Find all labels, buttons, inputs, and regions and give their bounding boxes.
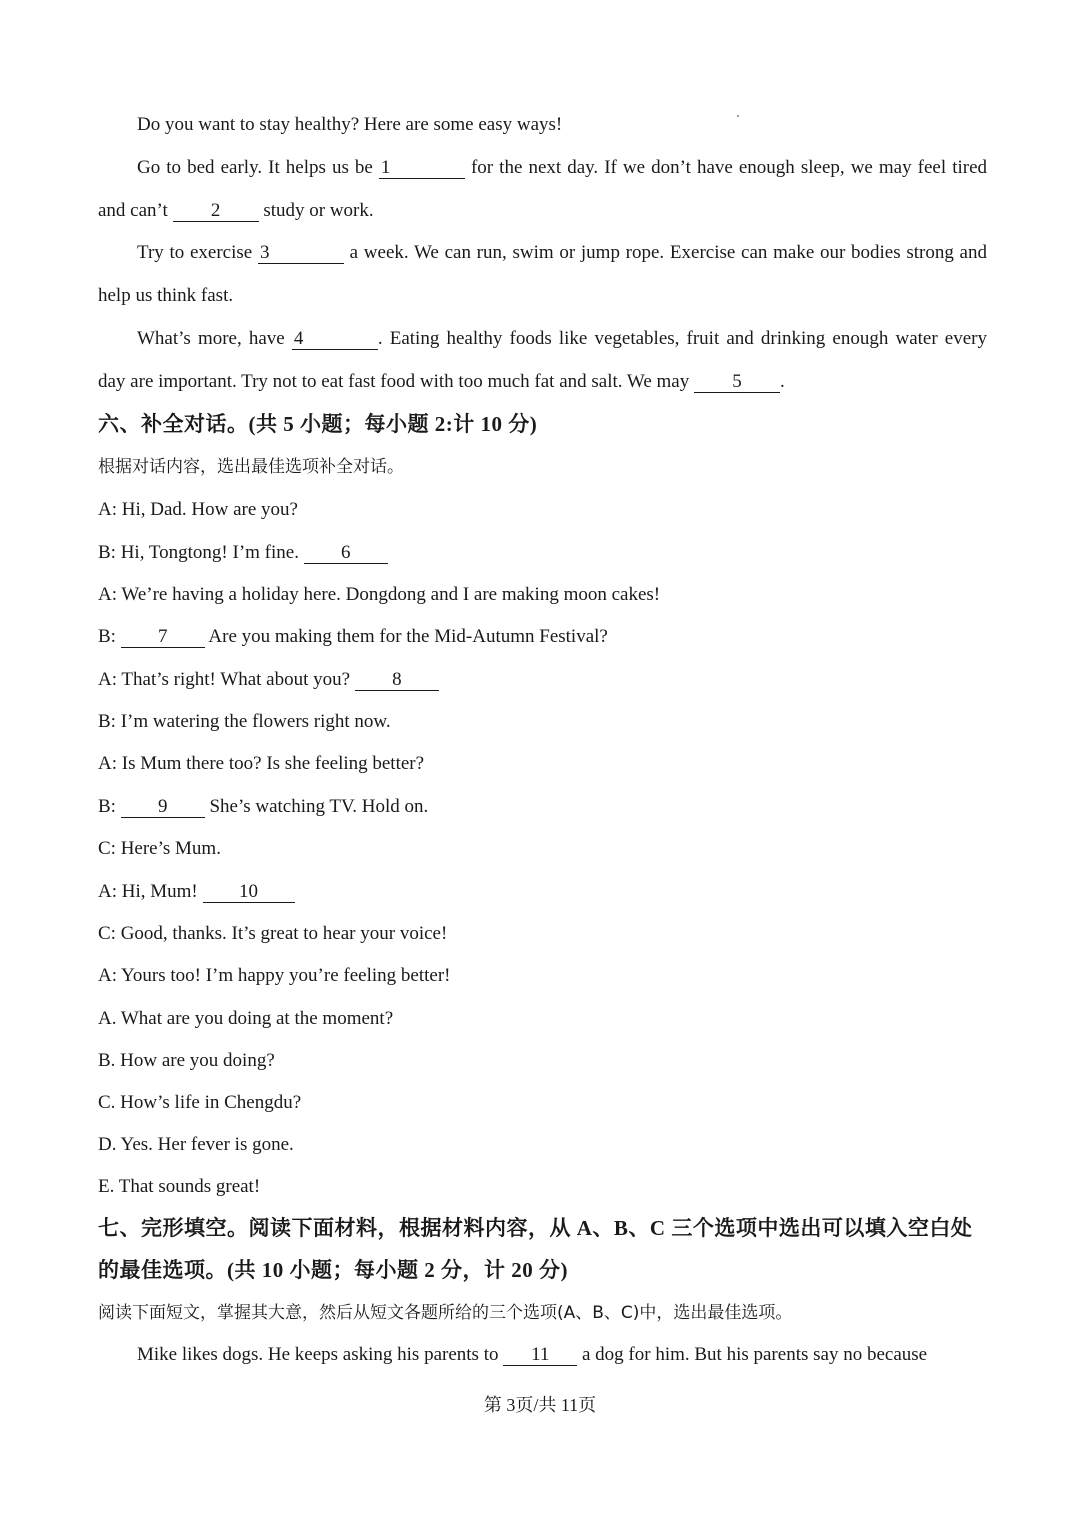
dialogue-text: B: Hi, Tongtong! I’m fine. — [98, 542, 299, 563]
option-b: B. How are you doing? — [98, 1050, 275, 1071]
dialogue-line: B: I’m watering the flowers right now. — [98, 711, 391, 732]
passage-text: . — [779, 371, 785, 392]
passage-line — [137, 1342, 987, 1368]
blank-11: 11 — [503, 1345, 577, 1366]
dialogue-text: She’s watching TV. Hold on. — [209, 796, 429, 817]
blank-1: 1 — [379, 158, 465, 179]
passage-text: for the next day. If we don’t have enough sleep, we may feel tired — [470, 157, 988, 178]
dialogue-text: Are you making them for the Mid-Autumn Festival? — [208, 626, 608, 647]
passage-text: study or work. — [263, 200, 374, 221]
dialogue-line — [98, 667, 988, 693]
passage-text: a week. We can run, swim or jump rope. Exercise can make our bodies strong and — [349, 242, 987, 263]
dialogue-line: C: Here’s Mum. — [98, 838, 221, 859]
blank-6: 6 — [304, 543, 388, 564]
passage-line — [137, 155, 987, 181]
passage-text: . Eating healthy foods like vegetables, fruit and drinking enough water every — [377, 328, 987, 349]
dialogue-line: A: Is Mum there too? Is she feeling better? — [98, 753, 425, 774]
dialogue-line: A: Yours too! I’m happy you’re feeling better! — [98, 965, 451, 986]
passage-line: help us think fast. — [98, 285, 234, 306]
dialogue-line — [98, 794, 988, 820]
option-d: D. Yes. Her fever is gone. — [98, 1134, 294, 1155]
passage-line — [137, 240, 987, 266]
passage-text: day are important. Try not to eat fast food with too much fat and salt. We may — [98, 371, 690, 392]
passage-text: a dog for him. But his parents say no because — [581, 1344, 928, 1365]
option-c: C. How’s life in Chengdu? — [98, 1092, 302, 1113]
option-a: A. What are you doing at the moment? — [98, 1008, 394, 1029]
passage-text: Mike likes dogs. He keeps asking his parents to — [137, 1344, 499, 1365]
passage-line — [98, 198, 988, 224]
blank-10: 10 — [203, 882, 295, 903]
dialogue-line: A: We’re having a holiday here. Dongdong and I are making moon cakes! — [98, 584, 661, 605]
option-e: E. That sounds great! — [98, 1176, 261, 1197]
dialogue-text: A: That’s right! What about you? — [98, 669, 351, 690]
passage-text: What’s more, have — [137, 328, 285, 349]
dialogue-line — [98, 540, 988, 566]
blank-3: 3 — [258, 243, 344, 264]
section-7-heading: 七、完形填空。阅读下面材料，根据材料内容，从 A、B、C 三个选项中选出可以填入空白处 — [98, 1216, 973, 1240]
dialogue-line — [98, 879, 988, 905]
section-7-instruction: 阅读下面短文，掌握其大意，然后从短文各题所给的三个选项(A、B、C)中，选出最佳选项。 — [98, 1303, 793, 1323]
dialogue-text: B: — [98, 626, 116, 647]
passage-line — [137, 326, 987, 352]
blank-8: 8 — [355, 670, 439, 691]
passage-line — [98, 369, 988, 395]
passage-text: Go to bed early. It helps us be — [137, 157, 373, 178]
section-6-instruction: 根据对话内容，选出最佳选项补全对话。 — [98, 457, 404, 477]
section-6-heading: 六、补全对话。(共 5 小题；每小题 2:计 10 分) — [98, 412, 538, 436]
blank-7: 7 — [121, 627, 205, 648]
passage-text: and can’t — [98, 200, 168, 221]
dialogue-line — [98, 624, 988, 650]
blank-9: 9 — [121, 797, 205, 818]
passage-intro: Do you want to stay healthy? Here are some easy ways! — [137, 114, 563, 135]
blank-5: 5 — [694, 372, 780, 393]
dialogue-text: B: — [98, 796, 116, 817]
passage-text: Try to exercise — [137, 242, 253, 263]
section-7-heading-cont: 的最佳选项。(共 10 小题；每小题 2 分，计 20 分) — [98, 1258, 568, 1282]
dialogue-text: A: Hi, Mum! — [98, 881, 198, 902]
blank-2: 2 — [173, 201, 259, 222]
dialogue-line: A: Hi, Dad. How are you? — [98, 499, 298, 520]
blank-4: 4 — [292, 329, 378, 350]
dialogue-line: C: Good, thanks. It’s great to hear your voice! — [98, 923, 448, 944]
page-footer: 第 3页/共 11页 — [483, 1395, 597, 1415]
